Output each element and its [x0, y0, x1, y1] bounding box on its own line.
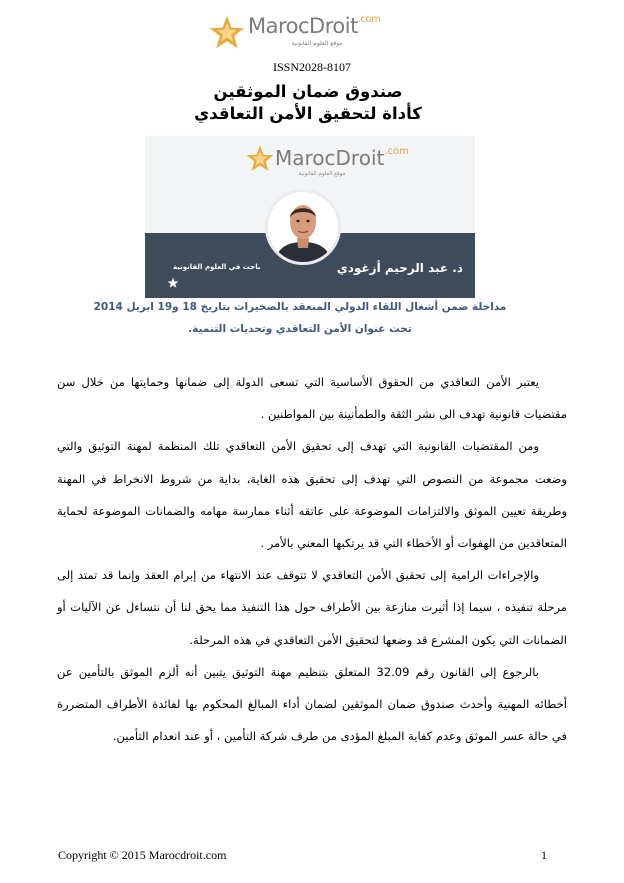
- banner-star-icon: [245, 144, 275, 174]
- paragraph: والإجراءات الرامية إلى تحقيق الأمن التعاقدي لا تتوقف عند الانتهاء من إبرام العقد وإنما قد تمتد إلى مرحلة تنفيذه ، سيما إذا أثيرت منازعة بين الأطراف حول هذا التنفيذ مما يحق لنا أن نتساءل عن الآليات أو الضمانات التي يكون المشرع قد وضعها لتحقيق الأمن التعاقدي في هذه المرحلة.: [57, 568, 567, 647]
- banner-brand-suffix: .com: [384, 146, 409, 157]
- author-avatar: [265, 189, 341, 265]
- article-body: [57, 366, 567, 752]
- footer-copyright: Copyright © 2015 Marocdroit.com: [58, 848, 227, 862]
- author-name: ذ. عبد الرحيم أزغودي: [336, 261, 463, 275]
- brand-tagline: موقع العلوم القانونية: [291, 40, 343, 47]
- banner-brand: MarocDroit$^{.com}$: [275, 146, 409, 170]
- brand-name: MarocDroit$^{.com}$: [248, 14, 381, 38]
- star-logo-icon: [208, 14, 246, 52]
- author-banner: [145, 136, 475, 298]
- banner-tagline: موقع العلوم القانونية: [298, 171, 346, 177]
- author-role: باحث في العلوم القانونية: [173, 263, 261, 271]
- author-portrait-icon: [268, 192, 338, 262]
- intro-line-1: مداخلة ضمن أشغال اللقاء الدولي المنعقد بالصخيرات بتاريخ 18 و19 ابريل 2014: [93, 301, 507, 313]
- paragraph: بالرجوع إلى القانون رقم 32.09 المتعلق بتنظيم مهنة التوثيق يتبين أنه ألزم الموثق بالتأمين عن أخطائه المهنية وأحدث صندوق ضمان الموثقين لضمان أداء المبالغ المحكوم بها لفائدة الأطراف المتضررة في حالة عسر الموثق وعدم كفاية المبلغ المؤدى من طرف شركة التأمين ، أو عند انعدام التأمين.: [57, 664, 567, 744]
- mini-star-icon: [167, 277, 179, 289]
- page-number: 1: [541, 848, 547, 862]
- intro-line-2: تحت عنوان الأمن التعاقدي وتحديات التنمية.: [188, 323, 412, 335]
- paragraph: يعتبر الأمن التعاقدي من الحقوق الأساسية التي تسعى الدولة إلى ضمانها وحمايتها من خلال سن مقتضيات قانونية تهدف الى نشر الثقة والطمأنينة بين المواطنين .: [57, 375, 567, 422]
- paragraph: ومن المقتضيات القانونية التي تهدف إلى تحقيق الأمن التعاقدي تلك المنظمة لمهنة التوثيق والتي وضعت مجموعة من النصوص التي تهدف إلى تحقيق هذه الغاية، بداية من شروط الانخراط في المهنة وطريقة تعيين الموثق والالتزامات الموضوعة على عاتقه أثناء ممارسة مهامه والضمانات الموضوعة لحماية المتعاقدين من الهفوات أو الأخطاء التي قد يرتكبها المعني بالأمر .: [57, 439, 567, 551]
- brand-suffix: .com: [357, 14, 381, 25]
- issn: ISSN2028-8107: [272, 60, 351, 74]
- title-line-1: صندوق ضمان الموثقين: [213, 82, 403, 101]
- header-logo: [208, 12, 408, 56]
- title-line-2: كأداة لتحقيق الأمن التعاقدي: [194, 104, 422, 123]
